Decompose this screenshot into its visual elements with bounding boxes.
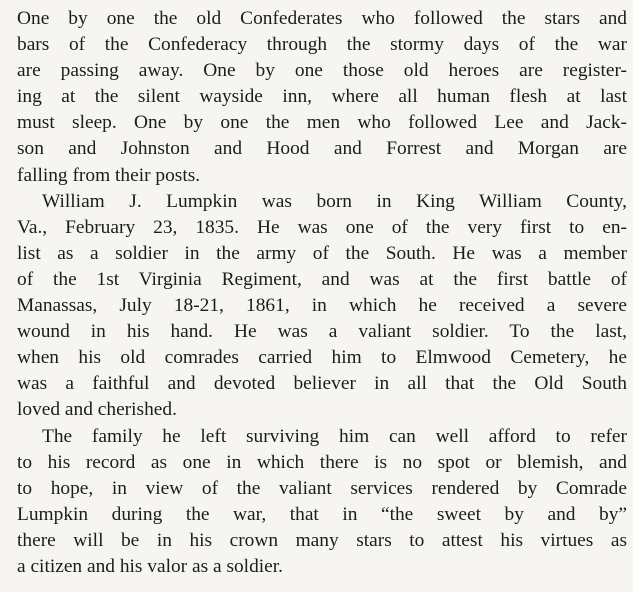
paragraph [17, 189, 627, 424]
text-line: are passing away. One by one those old heroes are register- [17, 60, 627, 82]
text-line: Manassas, July 18-21, 1861, in which he received a severe [17, 295, 627, 317]
text-line: of the 1st Virginia Regiment, and was at the first battle of [17, 268, 627, 290]
paragraph [17, 424, 627, 581]
text-line: Va., February 23, 1835. He was one of the very first to en- [17, 216, 627, 238]
text-line: was a faithful and devoted believer in all that the Old South [17, 373, 627, 395]
text-line: The family he left surviving him can well afford to refer [42, 425, 627, 447]
paragraph [17, 6, 627, 189]
text-line: there will be in his crown many stars to attest his virtues as [17, 529, 627, 551]
text-line: must sleep. One by one the men who followed Lee and Jack- [17, 112, 627, 134]
text-line: loved and cherished. [17, 399, 177, 421]
text-line: list as a soldier in the army of the South. He was a member [17, 242, 627, 264]
text-line: One by one the old Confederates who followed the stars and [17, 8, 627, 29]
text-line: wound in his hand. He was a valiant soldier. To the last, [17, 321, 627, 343]
text-line: when his old comrades carried him to Elmwood Cemetery, he [17, 347, 627, 369]
text-line: to his record as one in which there is no spot or blemish, and [17, 451, 627, 473]
text-line: a citizen and his valor as a soldier. [17, 555, 283, 577]
text-line: Lumpkin during the war, that in “the sweet by and by” [17, 503, 627, 525]
text-line: ing at the silent wayside inn, where all human flesh at last [17, 86, 627, 108]
text-line: son and Johnston and Hood and Forrest and Morgan are [17, 138, 627, 160]
text-line: to hope, in view of the valiant services rendered by Comrade [17, 477, 627, 499]
text-line: falling from their posts. [17, 164, 201, 186]
text-line: William J. Lumpkin was born in King William County, [42, 190, 627, 212]
text-line: bars of the Confederacy through the stormy days of the war [17, 34, 627, 56]
